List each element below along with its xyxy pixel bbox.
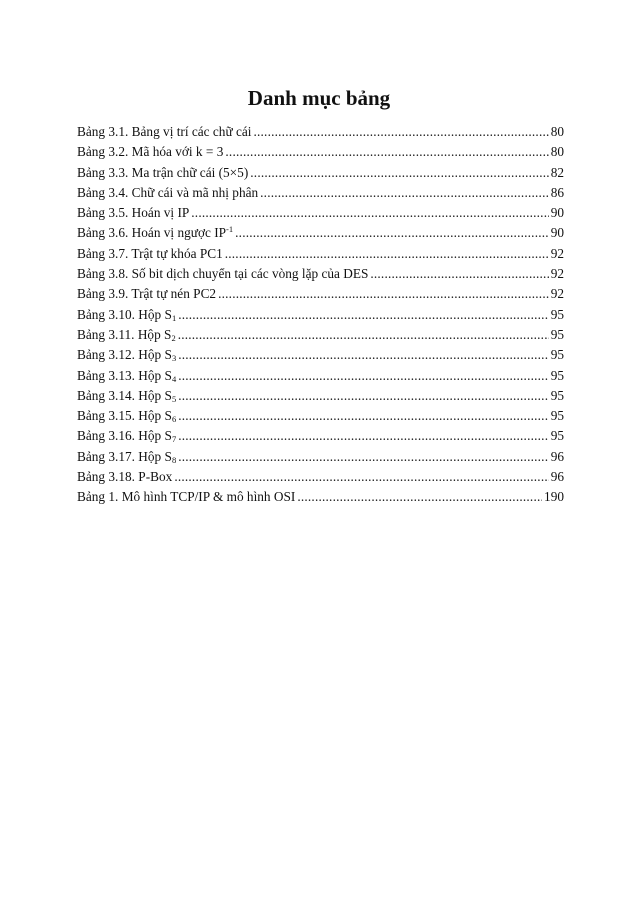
toc-entry-page: 95: [550, 428, 564, 444]
toc-leader-dots: [225, 244, 549, 264]
toc-entry-page: 92: [550, 286, 564, 302]
toc-leader-dots: [178, 426, 549, 446]
toc-entry: [77, 406, 564, 426]
toc-entry-label: Bảng 3.12. Hộp $S_3$: [77, 347, 177, 364]
toc-entry-label: Bảng 1. Mô hình TCP/IP & mô hình OSI: [77, 489, 296, 505]
toc-entry-label: Bảng 3.11. Hộp $S_2$: [77, 326, 176, 343]
toc-entry-page: 92: [550, 266, 564, 282]
toc-entry-page: 95: [550, 408, 564, 424]
toc-entry-page: 92: [550, 245, 564, 261]
page-title: Danh mục bảng: [247, 86, 391, 110]
toc-entry-page: 96: [550, 448, 564, 464]
toc-leader-dots: [178, 447, 549, 467]
toc-entry: [77, 345, 564, 365]
toc-entry-page: 86: [550, 184, 564, 200]
toc-entry-label: Bảng 3.17. Hộp $S_8$: [77, 448, 177, 465]
toc-entry-label: Bảng 3.4. Chữ cái và mã nhị phân: [77, 184, 259, 200]
toc-leader-dots: [235, 223, 549, 243]
toc-leader-dots: [260, 183, 549, 203]
toc-entry-label: Bảng 3.16. Hộp $S_7$: [77, 428, 177, 445]
toc-leader-dots: [178, 386, 549, 406]
toc-leader-dots: [178, 325, 549, 345]
toc-entry-page: 80: [550, 144, 564, 160]
toc-entry-page: 95: [550, 326, 564, 342]
toc-leader-dots: [297, 487, 542, 507]
toc-entry-label: Bảng 3.2. Mã hóa với k = 3: [77, 144, 224, 160]
toc-entry: [77, 163, 564, 183]
toc-entry-label: Bảng 3.8. Số bit dịch chuyển tại các vòng lặp của DES: [77, 266, 369, 282]
toc-entry-page: 95: [550, 347, 564, 363]
toc-leader-dots: [178, 406, 549, 426]
toc-entry-label: Bảng 3.18. P-Box: [77, 469, 173, 485]
toc-entry-label: Bảng 3.9. Trật tự nén PC2: [77, 286, 217, 302]
toc-entry: [77, 284, 564, 304]
toc-entry-page: 82: [550, 164, 564, 180]
toc-entry-label: Bảng 3.1. Bảng vị trí các chữ cái: [77, 124, 252, 139]
toc-leader-dots: [370, 264, 548, 284]
toc-leader-dots: [253, 122, 548, 142]
toc-entry-page: 95: [550, 387, 564, 403]
toc-entry: [77, 203, 564, 223]
toc-leader-dots: [191, 203, 548, 223]
toc-leader-dots: [174, 467, 548, 487]
toc-entry: [77, 223, 564, 243]
toc-entry-page: 96: [550, 469, 564, 485]
toc-entry-label: Bảng 3.6. Hoán vị ngược $IP^{-1}$: [77, 224, 234, 241]
toc-leader-dots: [250, 163, 548, 183]
toc-entry-label: Bảng 3.5. Hoán vị IP: [77, 205, 190, 221]
toc-entry: [77, 183, 564, 203]
toc-entry-page: 80: [550, 124, 564, 139]
toc-entry-page: 95: [550, 306, 564, 322]
toc-entry: [77, 305, 564, 325]
toc-entry: [77, 426, 564, 446]
toc-entry-label: Bảng 3.14. Hộp $S_5$: [77, 387, 177, 404]
toc-entry-page: 90: [550, 205, 564, 221]
toc-leader-dots: [178, 305, 549, 325]
toc-entry-label: Bảng 3.13. Hộp $S_4$: [77, 367, 177, 384]
toc-leader-dots: [178, 366, 549, 386]
toc-entry-label: Bảng 3.15. Hộp $S_6$: [77, 408, 177, 425]
toc-entry: [77, 325, 564, 345]
toc-entry: [77, 467, 564, 487]
toc-entry: [77, 366, 564, 386]
toc-entry-label: Bảng 3.7. Trật tự khóa PC1: [77, 245, 223, 261]
toc-entry: [77, 386, 564, 406]
toc-entry: [77, 487, 564, 507]
toc-entry: [77, 264, 564, 284]
table-list: [77, 122, 564, 508]
toc-leader-dots: [178, 345, 549, 365]
toc-leader-dots: [225, 142, 548, 162]
toc-entry: [77, 142, 564, 162]
toc-entry-page: 95: [550, 367, 564, 383]
toc-entry: [77, 244, 564, 264]
toc-entry-label: Bảng 3.10. Hộp $S_1$: [77, 306, 177, 323]
toc-entry: [77, 447, 564, 467]
toc-entry-page: 90: [550, 225, 564, 241]
toc-entry-label: Bảng 3.3. Ma trận chữ cái (5×5): [77, 164, 249, 180]
toc-entry: [77, 122, 564, 142]
toc-leader-dots: [218, 284, 549, 304]
toc-entry-page: 190: [544, 489, 564, 505]
